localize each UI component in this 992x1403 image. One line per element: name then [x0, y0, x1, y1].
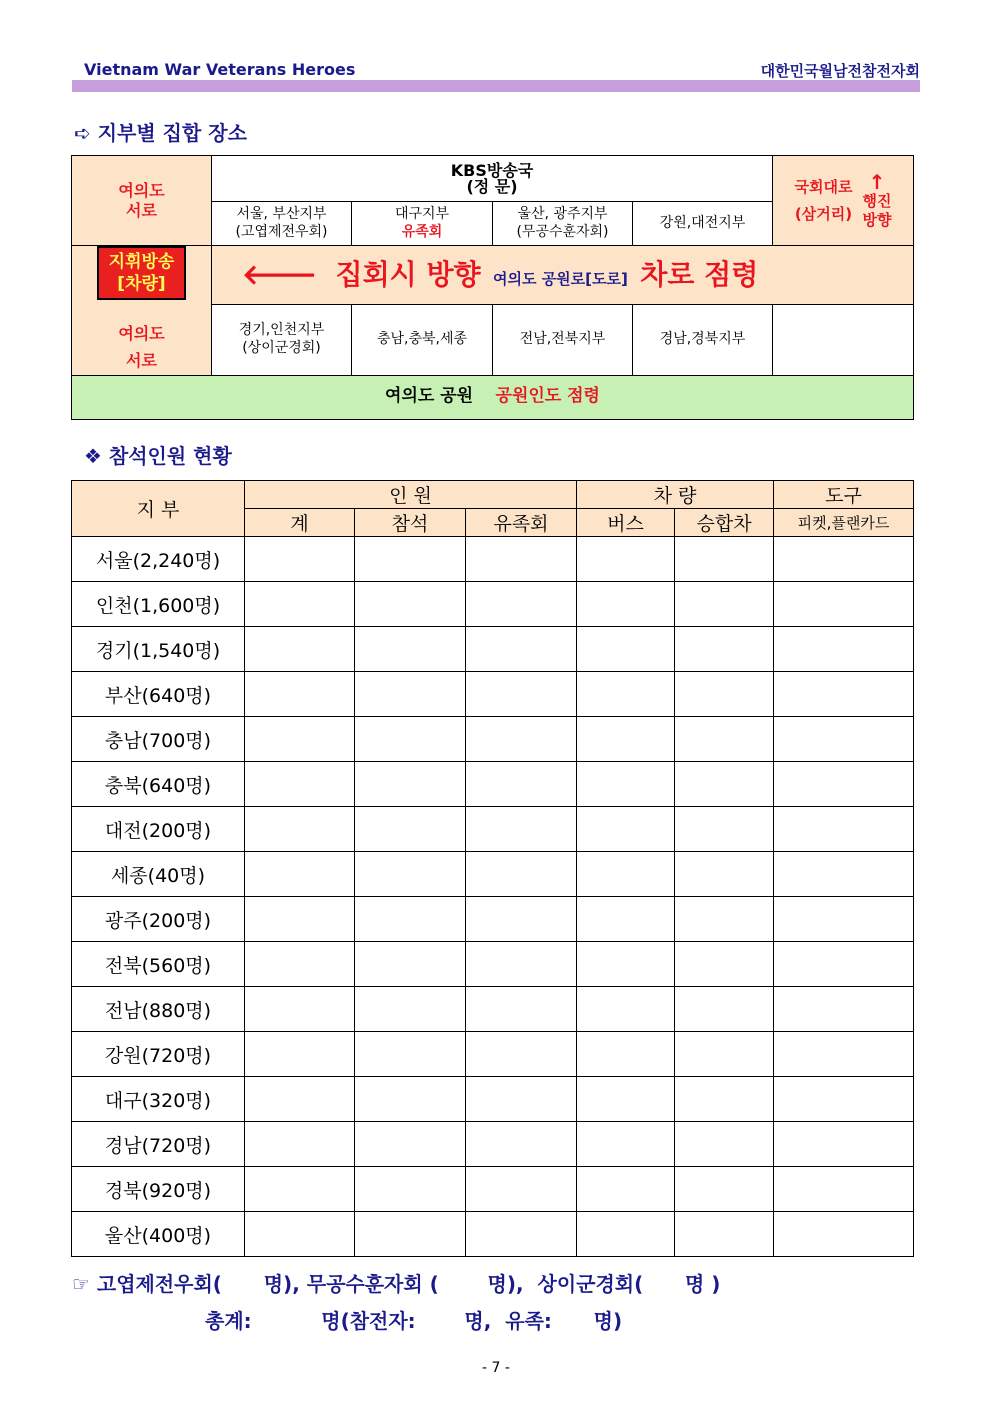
entry-cell[interactable] — [675, 537, 774, 582]
kbs-gate: KBS방송국 (정 문) — [212, 156, 773, 202]
branch-jeonnam-jeonbuk: 전남,전북지부 — [493, 304, 633, 375]
entry-cell[interactable] — [577, 762, 675, 807]
entry-cell[interactable] — [577, 537, 675, 582]
table-row — [72, 717, 914, 762]
entry-cell[interactable] — [774, 1212, 914, 1257]
entry-cell[interactable] — [774, 807, 914, 852]
rally-direction: 🡐 집회시 방향 여의도 공원로[도로] 차로 점령 — [212, 246, 914, 305]
entry-cell[interactable] — [355, 852, 466, 897]
branch-seoul-busan: 서울, 부산지부 (고엽제전우회) — [212, 202, 352, 246]
entry-cell[interactable] — [675, 582, 774, 627]
table-row — [72, 942, 914, 987]
entry-cell[interactable] — [577, 672, 675, 717]
footer-line-1: ☞ 고엽제전우회( 명), 무공수훈자회 ( 명), 상이군경회( 명 ) — [72, 1272, 721, 1296]
national-assembly-road: 국회대로 (삼거리) ↑ 행진 방향 — [773, 156, 914, 246]
entry-cell[interactable] — [774, 627, 914, 672]
entry-cell[interactable] — [245, 897, 355, 942]
branch-name-cell: 경남(720명) — [72, 1122, 245, 1167]
table-row — [72, 627, 914, 672]
entry-cell[interactable] — [774, 942, 914, 987]
entry-cell[interactable] — [577, 1212, 675, 1257]
entry-cell[interactable] — [245, 942, 355, 987]
entry-cell[interactable] — [355, 942, 466, 987]
entry-cell[interactable] — [245, 762, 355, 807]
table-row — [72, 762, 914, 807]
header-bus: 버스 — [577, 509, 675, 537]
entry-cell[interactable] — [466, 1077, 577, 1122]
table-row — [72, 852, 914, 897]
entry-cell[interactable] — [245, 1122, 355, 1167]
header-personnel: 인 원 — [245, 481, 577, 509]
entry-cell[interactable] — [577, 582, 675, 627]
entry-cell[interactable] — [245, 987, 355, 1032]
entry-cell[interactable] — [245, 582, 355, 627]
branch-name-cell: 인천(1,600명) — [72, 582, 245, 627]
entry-cell[interactable] — [245, 807, 355, 852]
entry-cell[interactable] — [355, 672, 466, 717]
entry-cell[interactable] — [355, 897, 466, 942]
entry-cell[interactable] — [675, 1122, 774, 1167]
table-row — [72, 1122, 914, 1167]
entry-cell[interactable] — [675, 762, 774, 807]
entry-cell[interactable] — [355, 582, 466, 627]
header-branch: 지 부 — [72, 481, 245, 537]
entry-cell[interactable] — [577, 1032, 675, 1077]
left-arrow-icon: 🡐 — [242, 258, 318, 292]
entry-cell[interactable] — [774, 762, 914, 807]
header-vehicles: 차 량 — [577, 481, 774, 509]
branch-name-cell: 강원(720명) — [72, 1032, 245, 1077]
table-row — [72, 1077, 914, 1122]
attendance-table — [71, 480, 914, 1257]
entry-cell[interactable] — [355, 627, 466, 672]
entry-cell[interactable] — [466, 1167, 577, 1212]
table-row — [72, 672, 914, 717]
entry-cell[interactable] — [245, 717, 355, 762]
entry-cell[interactable] — [577, 1122, 675, 1167]
branch-name-cell: 광주(200명) — [72, 897, 245, 942]
entry-cell[interactable] — [675, 1032, 774, 1077]
branch-name-cell: 전북(560명) — [72, 942, 245, 987]
footer-line-2: 총계: 명(참전자: 명, 유족: 명) — [205, 1309, 623, 1333]
entry-cell[interactable] — [355, 1167, 466, 1212]
entry-cell[interactable] — [355, 807, 466, 852]
entry-cell[interactable] — [675, 897, 774, 942]
entry-cell[interactable] — [577, 1077, 675, 1122]
entry-cell[interactable] — [355, 1077, 466, 1122]
entry-cell[interactable] — [245, 1032, 355, 1077]
table-row — [72, 582, 914, 627]
entry-cell[interactable] — [466, 762, 577, 807]
entry-cell[interactable] — [466, 1122, 577, 1167]
header-picket: 피켓,플랜카드 — [774, 509, 914, 537]
entry-cell[interactable] — [774, 672, 914, 717]
entry-cell[interactable] — [774, 1077, 914, 1122]
branch-gyeonggi-incheon: 경기,인천지부 (상이군경회) — [212, 304, 352, 375]
table-row — [72, 537, 914, 582]
entry-cell[interactable] — [675, 987, 774, 1032]
header-tools: 도구 — [774, 481, 914, 509]
entry-cell[interactable] — [245, 1212, 355, 1257]
entry-cell[interactable] — [774, 537, 914, 582]
entry-cell[interactable] — [466, 942, 577, 987]
entry-cell[interactable] — [774, 987, 914, 1032]
entry-cell[interactable] — [774, 852, 914, 897]
branch-name-cell: 부산(640명) — [72, 672, 245, 717]
section-assembly-title: ➪ 지부별 집합 장소 — [74, 121, 247, 145]
page-number: - 7 - — [482, 1360, 510, 1376]
entry-cell[interactable] — [466, 717, 577, 762]
entry-cell[interactable] — [675, 672, 774, 717]
entry-cell[interactable] — [245, 852, 355, 897]
entry-cell[interactable] — [355, 987, 466, 1032]
entry-cell[interactable] — [355, 717, 466, 762]
up-arrow-icon: ↑ — [868, 169, 886, 194]
command-vehicle-badge: 지휘방송 [차량] — [97, 246, 187, 300]
branch-chungnam-chungbuk-sejong: 충남,충북,세종 — [352, 304, 493, 375]
entry-cell[interactable] — [675, 1212, 774, 1257]
table-row — [72, 807, 914, 852]
entry-cell[interactable] — [245, 672, 355, 717]
table-row — [72, 1032, 914, 1077]
entry-cell[interactable] — [675, 717, 774, 762]
entry-cell[interactable] — [774, 897, 914, 942]
header-bar — [72, 80, 920, 92]
entry-cell[interactable] — [355, 1212, 466, 1257]
entry-cell[interactable] — [466, 672, 577, 717]
entry-cell[interactable] — [577, 807, 675, 852]
entry-cell[interactable] — [675, 1077, 774, 1122]
entry-cell[interactable] — [466, 807, 577, 852]
table-row — [72, 1167, 914, 1212]
entry-cell[interactable] — [675, 942, 774, 987]
entry-cell[interactable] — [466, 852, 577, 897]
branch-name-cell: 충북(640명) — [72, 762, 245, 807]
entry-cell[interactable] — [577, 627, 675, 672]
branch-ulsan-gwangju: 울산, 광주지부 (무공수훈자회) — [493, 202, 633, 246]
entry-cell[interactable] — [774, 1032, 914, 1077]
assembly-table — [71, 155, 914, 420]
branch-name-cell: 충남(700명) — [72, 717, 245, 762]
header-total: 계 — [245, 509, 355, 537]
entry-cell[interactable] — [466, 627, 577, 672]
entry-cell[interactable] — [577, 942, 675, 987]
branch-name-cell: 경기(1,540명) — [72, 627, 245, 672]
branch-daegu: 대구지부 유족회 — [352, 202, 493, 246]
entry-cell[interactable] — [774, 1167, 914, 1212]
entry-cell[interactable] — [577, 1167, 675, 1212]
header-attend: 참석 — [355, 509, 466, 537]
entry-cell[interactable] — [577, 987, 675, 1032]
header-left-title: Vietnam War Veterans Heroes — [84, 60, 356, 79]
branch-name-cell: 서울(2,240명) — [72, 537, 245, 582]
empty-cell — [773, 304, 914, 375]
entry-cell[interactable] — [245, 1167, 355, 1212]
command-cell: 지휘방송 [차량] 여의도 서로 — [72, 246, 212, 376]
entry-cell[interactable] — [245, 627, 355, 672]
table-row — [72, 1212, 914, 1257]
entry-cell[interactable] — [675, 1167, 774, 1212]
entry-cell[interactable] — [466, 897, 577, 942]
table-row — [72, 987, 914, 1032]
branch-name-cell: 대구(320명) — [72, 1077, 245, 1122]
branch-name-cell: 울산(400명) — [72, 1212, 245, 1257]
entry-cell[interactable] — [577, 717, 675, 762]
branch-name-cell: 경북(920명) — [72, 1167, 245, 1212]
entry-cell[interactable] — [355, 1032, 466, 1077]
entry-cell[interactable] — [577, 897, 675, 942]
entry-cell[interactable] — [466, 987, 577, 1032]
entry-cell[interactable] — [774, 582, 914, 627]
entry-cell[interactable] — [466, 537, 577, 582]
branch-name-cell: 세종(40명) — [72, 852, 245, 897]
branch-gyeongnam-gyeongbuk: 경남,경북지부 — [633, 304, 773, 375]
header-van: 승합차 — [675, 509, 774, 537]
entry-cell[interactable] — [355, 762, 466, 807]
entry-cell[interactable] — [577, 852, 675, 897]
entry-cell[interactable] — [675, 627, 774, 672]
entry-cell[interactable] — [774, 717, 914, 762]
entry-cell[interactable] — [466, 1032, 577, 1077]
header-family: 유족회 — [466, 509, 577, 537]
entry-cell[interactable] — [675, 807, 774, 852]
entry-cell[interactable] — [466, 582, 577, 627]
entry-cell[interactable] — [245, 537, 355, 582]
branch-gangwon-daejeon: 강원,대전지부 — [633, 202, 773, 246]
entry-cell[interactable] — [774, 1122, 914, 1167]
branch-name-cell: 대전(200명) — [72, 807, 245, 852]
entry-cell[interactable] — [245, 1077, 355, 1122]
header-right-title: 대한민국월남전참전자회 — [760, 62, 920, 80]
entry-cell[interactable] — [675, 852, 774, 897]
yeouido-west-top: 여의도 서로 — [72, 156, 212, 246]
entry-cell[interactable] — [355, 1122, 466, 1167]
branch-name-cell: 전남(880명) — [72, 987, 245, 1032]
entry-cell[interactable] — [466, 1212, 577, 1257]
entry-cell[interactable] — [355, 537, 466, 582]
table-row — [72, 897, 914, 942]
section-attendance-title: ❖ 참석인원 현황 — [84, 444, 232, 468]
yeouido-park: 여의도 공원 공원인도 점령 — [72, 375, 914, 419]
